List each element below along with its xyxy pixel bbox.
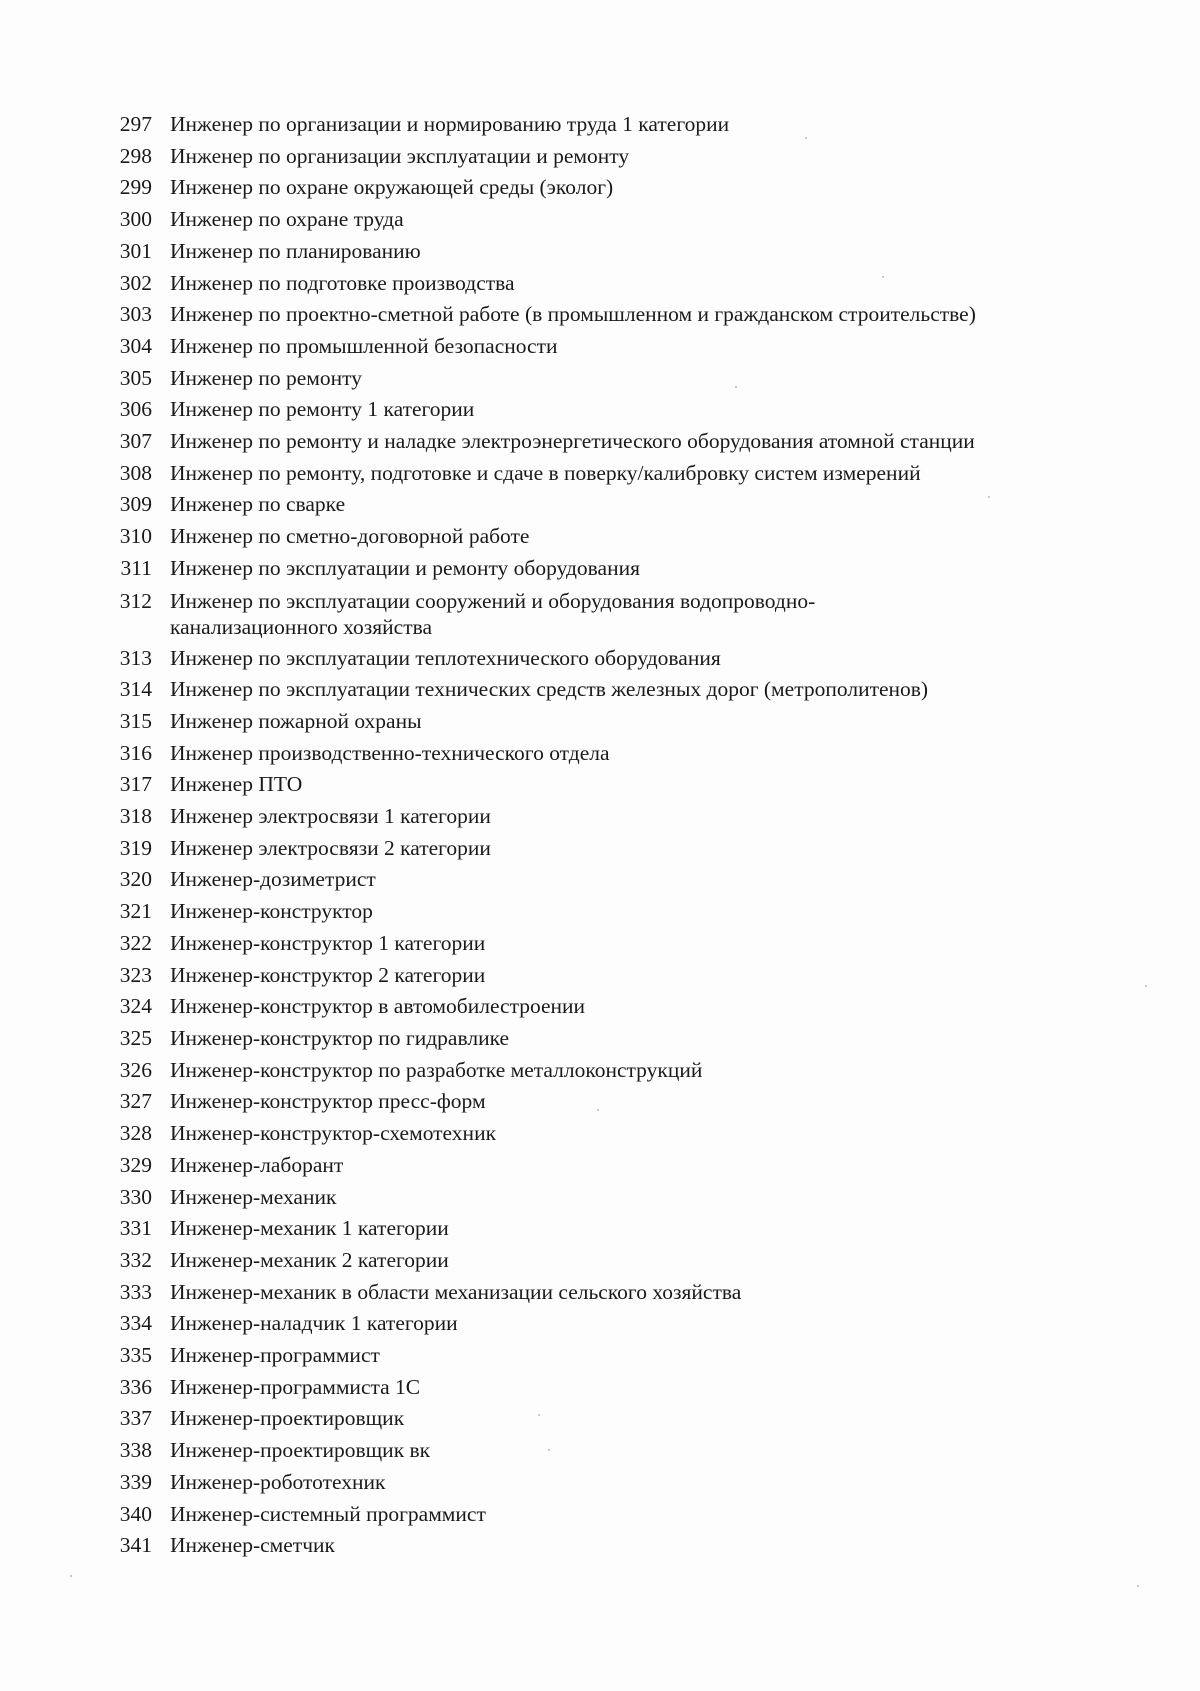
item-text: Инженер-конструктор-схемотехник (170, 1121, 497, 1146)
item-number: 328 (119, 1121, 152, 1146)
item-number: 326 (119, 1057, 152, 1082)
list-item (108, 867, 1108, 892)
list-item (108, 207, 1108, 232)
list-item (108, 334, 1108, 359)
item-text: Инженер-программист (170, 1343, 380, 1368)
list-item (108, 175, 1108, 200)
list-item (108, 1185, 1108, 1210)
item-text: Инженер-конструктор в автомобилестроении (170, 994, 586, 1019)
scan-speck (538, 1414, 540, 1416)
item-number: 340 (119, 1501, 152, 1526)
item-text: Инженер по эксплуатации сооружений и оборудования водопроводно- канализационного хозяйства (170, 588, 816, 639)
item-text: Инженер по эксплуатации и ремонту оборудования (170, 555, 640, 580)
item-number: 330 (119, 1184, 152, 1209)
item-text: Инженер по эксплуатации технических средств железных дорог (метрополитенов) (170, 677, 929, 702)
item-number: 311 (120, 555, 152, 580)
list-item (108, 271, 1108, 296)
item-text: Инженер-проектировщик (170, 1406, 405, 1431)
item-number: 324 (119, 994, 152, 1019)
item-text: Инженер по проектно-сметной работе (в промышленном и гражданском строительстве) (170, 302, 976, 327)
item-text: Инженер по сметно-договорной работе (170, 524, 530, 549)
list-item (108, 677, 1108, 702)
list-item (108, 646, 1108, 671)
scan-speck (1145, 985, 1147, 987)
item-number: 306 (119, 397, 152, 422)
item-number: 301 (119, 238, 152, 263)
list-item (108, 931, 1108, 956)
list-item (108, 1502, 1108, 1527)
item-number: 319 (119, 835, 152, 860)
list-item (108, 836, 1108, 861)
item-number: 333 (119, 1279, 152, 1304)
item-number: 321 (119, 899, 152, 924)
item-number: 336 (119, 1374, 152, 1399)
list-item (108, 429, 1108, 454)
item-text: Инженер-конструктор (170, 899, 373, 924)
item-number: 307 (119, 429, 152, 454)
item-text: Инженер по организации эксплуатации и ремонту (170, 143, 630, 168)
list-item (108, 1153, 1108, 1178)
item-text: Инженер электросвязи 1 категории (170, 804, 491, 829)
item-number: 332 (119, 1247, 152, 1272)
item-text: Инженер-системный программист (170, 1501, 486, 1526)
list-item (108, 1311, 1108, 1336)
item-text: Инженер по планированию (170, 238, 421, 263)
profession-list (108, 112, 1108, 1565)
item-number: 341 (119, 1533, 152, 1558)
scan-speck (70, 1575, 72, 1577)
list-item (108, 1026, 1108, 1051)
list-item (108, 994, 1108, 1019)
list-item (108, 239, 1108, 264)
list-item (108, 397, 1108, 422)
list-item (108, 709, 1108, 734)
list-item (108, 1121, 1108, 1146)
item-number: 309 (119, 492, 152, 517)
item-text: Инженер по ремонту 1 категории (170, 397, 475, 422)
list-item (108, 772, 1108, 797)
scan-speck (548, 1449, 550, 1451)
item-text: Инженер по охране труда (170, 207, 404, 232)
item-text: Инженер-робототехник (170, 1469, 386, 1494)
list-item (108, 366, 1108, 391)
item-number: 339 (119, 1469, 152, 1494)
scan-speck (988, 496, 990, 498)
item-number: 325 (119, 1025, 152, 1050)
item-text: Инженер-сметчик (170, 1533, 335, 1558)
item-text: Инженер-механик в области механизации сельского хозяйства (170, 1279, 742, 1304)
item-number: 316 (119, 740, 152, 765)
item-text: Инженер по сварке (170, 492, 346, 517)
item-text: Инженер-лаборант (170, 1152, 344, 1177)
item-text: Инженер электросвязи 2 категории (170, 835, 491, 860)
item-text: Инженер пожарной охраны (170, 708, 422, 733)
item-text: Инженер по ремонту, подготовке и сдаче в поверку/калибровку систем измерений (170, 460, 921, 485)
item-number: 300 (119, 207, 152, 232)
item-text: Инженер по охране окружающей среды (эколог) (170, 175, 614, 200)
item-text: Инженер по организации и нормированию труда 1 категории (170, 112, 730, 136)
scan-speck (882, 276, 884, 278)
item-number: 305 (119, 365, 152, 390)
list-item (108, 1089, 1108, 1114)
list-item (108, 1248, 1108, 1273)
item-text: Инженер ПТО (170, 772, 303, 797)
list-item (108, 1438, 1108, 1463)
list-item (108, 1533, 1108, 1558)
item-text: Инженер-конструктор по гидравлике (170, 1025, 510, 1050)
item-number: 298 (119, 143, 152, 168)
item-text: Инженер-конструктор 1 категории (170, 930, 486, 955)
scan-speck (735, 386, 737, 388)
item-number: 329 (119, 1152, 152, 1177)
item-number: 334 (119, 1311, 152, 1336)
item-text: Инженер-программиста 1С (170, 1374, 421, 1399)
item-number: 318 (119, 804, 152, 829)
scan-speck (805, 137, 807, 139)
item-number: 338 (119, 1438, 152, 1463)
list-item (108, 1343, 1108, 1368)
list-item (108, 1470, 1108, 1495)
list-item (108, 112, 1108, 137)
item-number: 320 (119, 867, 152, 892)
list-item (108, 1375, 1108, 1400)
scan-speck (1137, 1585, 1139, 1587)
list-item (108, 1058, 1108, 1083)
item-number: 313 (119, 645, 152, 670)
item-number: 302 (119, 270, 152, 295)
list-item (108, 492, 1108, 517)
item-text: Инженер по промышленной безопасности (170, 333, 558, 358)
item-number: 314 (119, 677, 152, 702)
item-number: 299 (119, 175, 152, 200)
list-item (108, 804, 1108, 829)
item-text: Инженер-механик (170, 1184, 337, 1209)
item-text: Инженер по эксплуатации теплотехнического оборудования (170, 645, 721, 670)
item-text: Инженер по ремонту и наладке электроэнергетического оборудования атомной станции (170, 429, 975, 454)
item-text: Инженер-дозиметрист (170, 867, 376, 892)
item-number: 327 (119, 1089, 152, 1114)
list-item (108, 1406, 1108, 1431)
item-number: 308 (119, 460, 152, 485)
item-text: Инженер-механик 1 категории (170, 1216, 449, 1241)
item-number: 337 (119, 1406, 152, 1431)
item-number: 310 (119, 524, 152, 549)
list-item (108, 556, 1108, 581)
list-item (108, 963, 1108, 988)
item-text: Инженер-конструктор по разработке металлоконструкций (170, 1057, 703, 1082)
list-item (108, 741, 1108, 766)
item-number: 315 (119, 708, 152, 733)
list-item (108, 1216, 1108, 1241)
item-number: 323 (119, 962, 152, 987)
item-text: Инженер-механик 2 категории (170, 1247, 449, 1272)
scan-speck (597, 1109, 599, 1111)
item-number: 335 (119, 1343, 152, 1368)
item-text: Инженер-конструктор пресс-форм (170, 1089, 486, 1114)
item-number: 303 (119, 302, 152, 327)
list-item (108, 588, 1108, 640)
item-number: 331 (119, 1216, 152, 1241)
item-number: 312 (119, 588, 152, 613)
item-number: 304 (119, 333, 152, 358)
list-item (108, 302, 1108, 327)
list-item (108, 524, 1108, 549)
item-text: Инженер производственно-технического отдела (170, 740, 610, 765)
item-number: 297 (119, 112, 152, 136)
item-text: Инженер-наладчик 1 категории (170, 1311, 458, 1336)
item-text: Инженер-конструктор 2 категории (170, 962, 486, 987)
list-item (108, 1280, 1108, 1305)
item-number: 322 (119, 930, 152, 955)
list-item (108, 461, 1108, 486)
item-text: Инженер по подготовке производства (170, 270, 515, 295)
list-item (108, 144, 1108, 169)
list-item (108, 899, 1108, 924)
item-text: Инженер по ремонту (170, 365, 362, 390)
item-number: 317 (119, 772, 152, 797)
item-text: Инженер-проектировщик вк (170, 1438, 431, 1463)
